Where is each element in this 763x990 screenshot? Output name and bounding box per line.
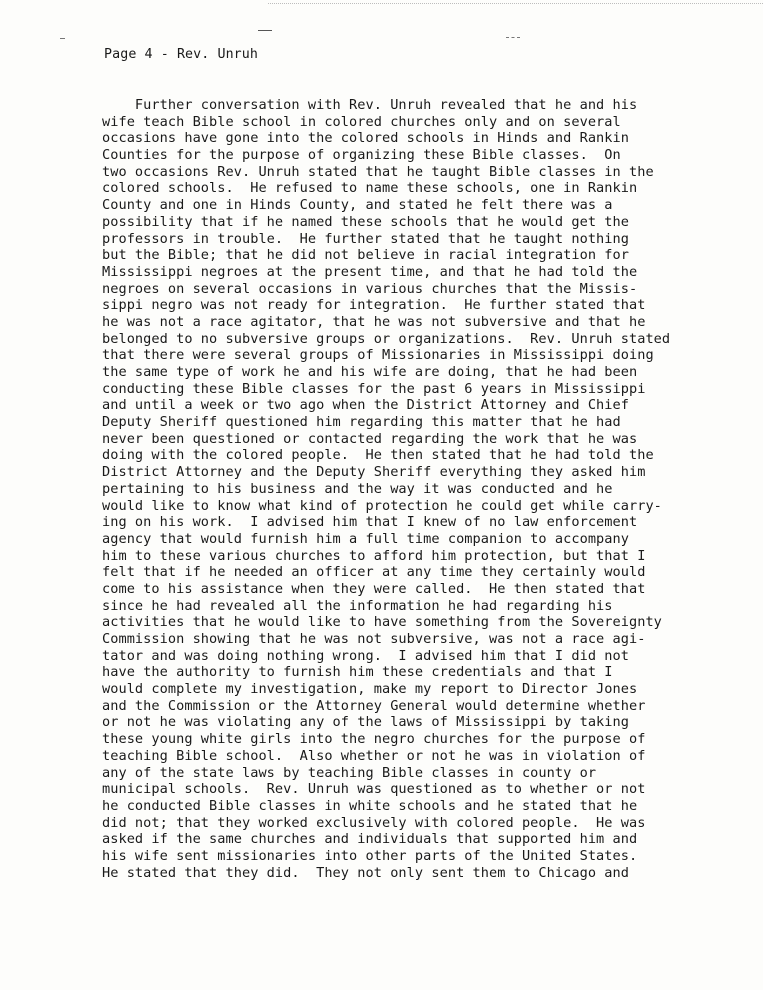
text-line: that there were several groups of Missionaries in Mississippi doing (102, 347, 654, 364)
text-line: teaching Bible school. Also whether or not he was in violation of (102, 747, 646, 764)
text-line: professors in trouble. He further stated that he taught nothing (102, 230, 629, 247)
text-line: felt that if he needed an officer at any time they certainly would (102, 564, 646, 581)
text-line: asked if the same churches and individuals that supported him and (102, 831, 638, 848)
text-line: Commission showing that he was not subversive, was not a race agi- (102, 631, 646, 647)
text-line: pertaining to his business and the way it was conducted and he (102, 480, 613, 497)
text-line: occasions have gone into the colored schools in Hinds and Rankin (102, 130, 629, 147)
body-paragraph (102, 97, 732, 881)
text-line: his wife sent missionaries into other parts of the United States. (102, 847, 638, 864)
text-line: the same type of work he and his wife are doing, that he had been (102, 364, 638, 380)
margin-tick-mark (60, 38, 65, 39)
text-line: Further conversation with Rev. Unruh revealed that he and his (102, 97, 638, 113)
text-line: doing with the colored people. He then stated that he had told the (102, 447, 654, 464)
top-scan-mark (258, 30, 272, 31)
text-line: Deputy Sheriff questioned him regarding this matter that he had (102, 414, 621, 431)
text-line: He stated that they did. They not only sent them to Chicago and (102, 864, 629, 881)
text-line: activities that he would like to have something from the Sovereignty (102, 614, 662, 631)
top-edge-dotted-line (268, 3, 763, 4)
text-line: possibility that if he named these schools that he would get the (102, 213, 629, 230)
scan-speck (506, 37, 520, 38)
text-line: he was not a race agitator, that he was not subversive and that he (102, 313, 646, 330)
text-line: colored schools. He refused to name these schools, one in Rankin (102, 180, 638, 197)
text-line: belonged to no subversive groups or organizations. Rev. Unruh stated (102, 330, 671, 347)
text-line: did not; that they worked exclusively with colored people. He was (102, 814, 646, 831)
text-line: wife teach Bible school in colored churches only and on several (102, 113, 621, 130)
text-line: tator and was doing nothing wrong. I advised him that I did not (102, 647, 629, 664)
text-line: ing on his work. I advised him that I knew of no law enforcement (102, 514, 638, 531)
text-line: he conducted Bible classes in white schools and he stated that he (102, 797, 638, 814)
text-line: but the Bible; that he did not believe in racial integration for (102, 247, 629, 264)
text-line: conducting these Bible classes for the past 6 years in Mississippi (102, 380, 646, 397)
text-line: or not he was violating any of the laws of Mississippi by taking (102, 714, 629, 731)
text-line: never been questioned or contacted regarding the work that he was (102, 430, 638, 447)
text-line: would like to know what kind of protection he could get while carry- (102, 497, 662, 514)
text-line: since he had revealed all the information he had regarding his (102, 597, 613, 614)
text-line: County and one in Hinds County, and stated he felt there was a (102, 197, 613, 214)
text-line: him to these various churches to afford him protection, but that I (102, 547, 646, 564)
text-line: and the Commission or the Attorney General would determine whether (102, 697, 646, 714)
text-line: these young white girls into the negro churches for the purpose of (102, 731, 646, 748)
page-header: Page 4 - Rev. Unruh (104, 47, 259, 62)
text-line: sippi negro was not ready for integration. He further stated that (102, 297, 646, 314)
text-line: come to his assistance when they were called. He then stated that (102, 580, 646, 597)
text-line: agency that would furnish him a full time companion to accompany (102, 530, 629, 547)
text-line: would complete my investigation, make my report to Director Jones (102, 681, 638, 698)
text-line: and until a week or two ago when the District Attorney and Chief (102, 397, 629, 414)
text-line: two occasions Rev. Unruh stated that he taught Bible classes in the (102, 163, 654, 180)
text-line: negroes on several occasions in various churches that the Missis- (102, 280, 638, 297)
text-line: any of the state laws by teaching Bible classes in county or (102, 764, 597, 781)
text-line: Mississippi negroes at the present time, and that he had told the (102, 263, 638, 280)
text-line: Counties for the purpose of organizing these Bible classes. On (102, 147, 621, 164)
text-line: have the authority to furnish him these credentials and that I (102, 664, 613, 681)
text-line: municipal schools. Rev. Unruh was questioned as to whether or not (102, 781, 646, 798)
text-line: District Attorney and the Deputy Sheriff everything they asked him (102, 464, 646, 481)
